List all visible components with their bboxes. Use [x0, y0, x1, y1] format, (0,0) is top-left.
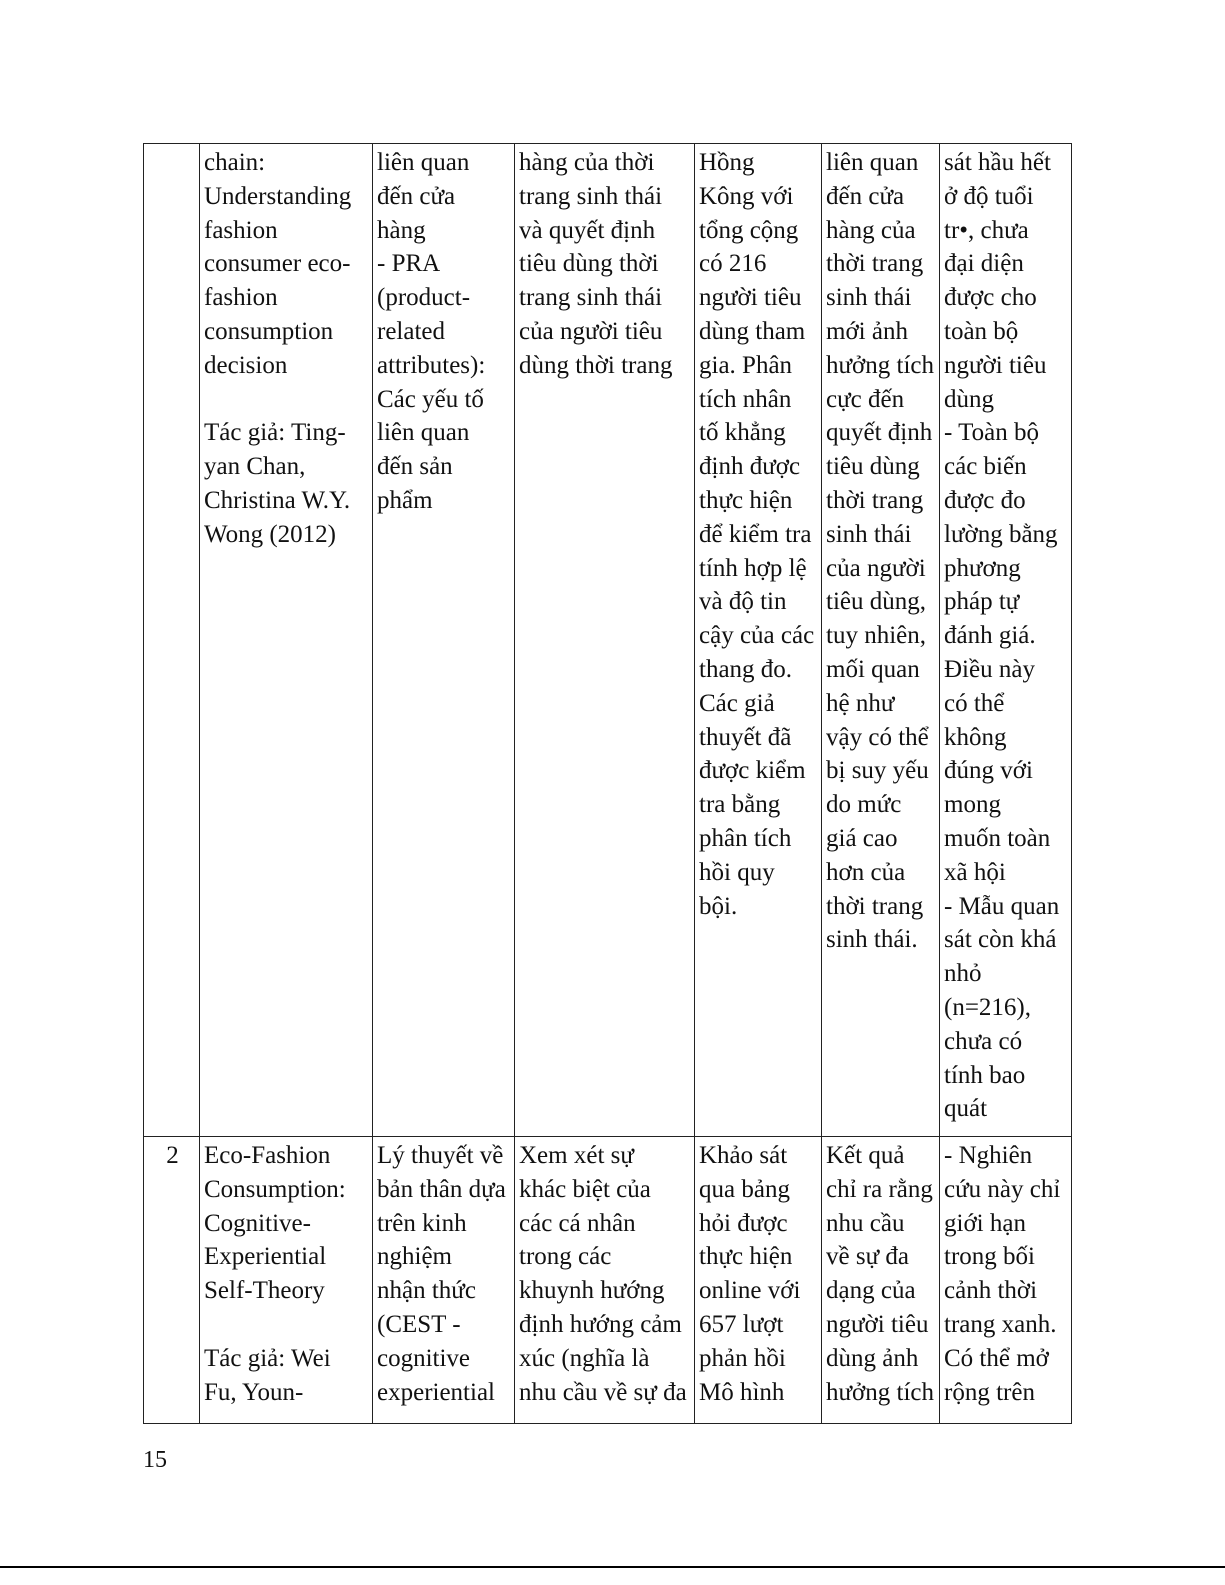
cell-line: hỏi được — [699, 1209, 788, 1237]
cell-line: trang sinh thái — [519, 182, 663, 210]
cell-line: dùng tham — [699, 317, 806, 345]
cell-line: dùng — [944, 385, 994, 413]
cell-line: (product- — [377, 284, 471, 312]
bottom-rule — [0, 1566, 1225, 1568]
objective-cell — [515, 144, 695, 1137]
cell-line: của người tiêu — [519, 317, 663, 345]
cell-line: online với — [699, 1277, 801, 1305]
cell-line: fashion — [204, 216, 278, 244]
theory-cell — [373, 144, 515, 1137]
cell-line: quyết định — [826, 419, 933, 447]
cell-line: mới ảnh — [826, 317, 908, 345]
page-number: 15 — [143, 1447, 167, 1473]
cell-line: Consumption: — [204, 1175, 346, 1203]
cell-line: cognitive — [377, 1344, 471, 1372]
result-cell — [822, 1137, 940, 1424]
cell-line: - Mẫu quan — [944, 892, 1060, 920]
cell-line: mong — [944, 791, 1001, 819]
cell-line: Christina W.Y. — [204, 486, 351, 514]
cell-line: bội. — [699, 892, 738, 920]
cell-line: experiential — [377, 1378, 495, 1406]
method-cell — [695, 144, 822, 1137]
cell-line: đánh giá. — [944, 622, 1036, 650]
cell-line: tổng cộng — [699, 216, 799, 244]
cell-line: thời trang — [826, 486, 924, 514]
cell-line: Các giả — [699, 689, 775, 717]
literature-review-table — [143, 143, 1072, 1424]
cell-line: giá cao — [826, 824, 898, 852]
cell-line: hưởng tích — [826, 351, 935, 379]
cell-line: cậy của các — [699, 622, 815, 650]
cell-line: Tác giả: Wei — [204, 1344, 331, 1372]
cell-line: xã hội — [944, 858, 1006, 886]
cell-line: nhu cầu về sự đa — [519, 1378, 687, 1406]
cell-line: dùng ảnh — [826, 1344, 919, 1372]
cell-line: người tiêu — [944, 351, 1047, 379]
cell-line: lường bằng — [944, 520, 1058, 548]
cell-line: hàng của — [826, 216, 916, 244]
cell-line: Khảo sát — [699, 1142, 788, 1169]
cell-line: Có thể mở — [944, 1344, 1049, 1372]
cell-line: tiêu dùng — [826, 453, 920, 481]
cell-line: của người — [826, 554, 926, 582]
cell-line: đến sản — [377, 453, 453, 481]
cell-line: nhận thức — [377, 1277, 476, 1305]
cell-line: nhỏ — [944, 960, 982, 988]
cell-line: Self-Theory — [204, 1277, 325, 1305]
cell-line: thuyết đã — [699, 723, 792, 751]
limitation-cell — [940, 144, 1072, 1137]
cell-line: yan Chan, — [204, 453, 306, 481]
cell-line: pháp tự — [944, 588, 1020, 616]
cell-line: cứu này chỉ — [944, 1175, 1061, 1203]
cell-line: được kiểm — [699, 757, 806, 785]
cell-line: - PRA — [377, 250, 441, 278]
cell-line: các biến — [944, 453, 1027, 481]
cell-line: đến cửa — [377, 182, 456, 210]
cell-line: để kiểm tra — [699, 520, 812, 548]
cell-line: Eco-Fashion — [204, 1142, 331, 1169]
cell-line: người tiêu — [826, 1310, 929, 1338]
objective-cell — [515, 1137, 695, 1424]
cell-line: tuy nhiên, — [826, 622, 926, 650]
cell-line: 657 lượt — [699, 1310, 784, 1338]
cell-line: về sự đa — [826, 1243, 909, 1271]
cell-line: fashion — [204, 284, 278, 312]
cell-line: hơn của — [826, 858, 906, 886]
cell-line: thời trang — [826, 892, 924, 920]
cell-line: attributes): — [377, 351, 486, 379]
theory-cell — [373, 1137, 515, 1424]
cell-line: phân tích — [699, 824, 792, 852]
cell-line: thời trang — [826, 250, 924, 278]
cell-line: - Toàn bộ — [944, 419, 1039, 447]
cell-line: Mô hình — [699, 1378, 785, 1406]
cell-line: giới hạn — [944, 1209, 1026, 1237]
cell-line: hàng — [377, 216, 426, 244]
method-cell — [695, 1137, 822, 1424]
cell-line: tiêu dùng, — [826, 588, 926, 616]
cell-line: thang đo. — [699, 655, 793, 683]
blank-line — [204, 1308, 370, 1342]
cell-line: Lý thuyết về — [377, 1142, 504, 1169]
cell-line: bị suy yếu — [826, 757, 929, 785]
cell-line: khác biệt của — [519, 1175, 651, 1203]
cell-line: sát hầu hết — [944, 149, 1051, 176]
cell-line: gia. Phân — [699, 351, 793, 379]
row-number-cell: 2 — [144, 1137, 200, 1424]
cell-line: sinh thái. — [826, 926, 918, 954]
cell-line: related — [377, 317, 446, 345]
cell-line: sát còn khá — [944, 926, 1057, 954]
cell-line: Các yếu tố — [377, 385, 484, 413]
cell-line: toàn bộ — [944, 317, 1019, 345]
cell-line: dùng thời trang — [519, 351, 673, 379]
cell-line: cảnh thời — [944, 1277, 1038, 1305]
cell-line: liên quan — [826, 149, 919, 176]
cell-line: phản hồi — [699, 1344, 786, 1372]
cell-line: (n=216), — [944, 993, 1031, 1021]
cell-line: tính bao — [944, 1061, 1026, 1089]
cell-line: qua bảng — [699, 1175, 790, 1203]
cell-line: đúng với — [944, 757, 1033, 785]
cell-line: phẩm — [377, 486, 433, 514]
cell-line: tr•, chưa — [944, 216, 1029, 244]
row-number-cell — [144, 144, 200, 1137]
study-title-cell — [200, 1137, 373, 1424]
cell-line: hàng của thời — [519, 149, 655, 176]
study-title-cell — [200, 144, 373, 1137]
cell-line: Cognitive- — [204, 1209, 311, 1237]
cell-line: hồi quy — [699, 858, 775, 886]
cell-line: không — [944, 723, 1007, 751]
blank-line — [204, 383, 370, 417]
cell-line: cực đến — [826, 385, 905, 413]
cell-line: dạng của — [826, 1277, 916, 1305]
cell-line: rộng trên — [944, 1378, 1035, 1406]
cell-line: Kết quả — [826, 1142, 905, 1169]
cell-line: tố khẳng — [699, 419, 786, 447]
cell-line: (CEST - — [377, 1310, 461, 1338]
cell-line: Kông với — [699, 182, 794, 210]
cell-line: định được — [699, 453, 801, 481]
cell-line: Hồng — [699, 149, 755, 176]
cell-line: do mức — [826, 791, 902, 819]
cell-line: tra bằng — [699, 791, 781, 819]
cell-line: tính hợp lệ — [699, 554, 807, 582]
cell-line: Tác giả: Ting- — [204, 419, 346, 447]
cell-line: tiêu dùng thời — [519, 250, 659, 278]
cell-line: liên quan — [377, 149, 470, 176]
cell-line: nhu cầu — [826, 1209, 905, 1237]
cell-line: các cá nhân — [519, 1209, 636, 1237]
cell-line: Wong (2012) — [204, 520, 336, 548]
cell-line: đại diện — [944, 250, 1024, 278]
cell-line: liên quan — [377, 419, 470, 447]
cell-line: - Nghiên — [944, 1142, 1033, 1169]
cell-line: bản thân dựa — [377, 1175, 506, 1203]
cell-line: chain: — [204, 149, 266, 176]
cell-line: vậy có thể — [826, 723, 929, 751]
limitation-cell — [940, 1137, 1072, 1424]
cell-line: khuynh hướng — [519, 1277, 665, 1305]
cell-line: trang xanh. — [944, 1310, 1057, 1338]
cell-line: và quyết định — [519, 216, 656, 244]
cell-line: trong bối — [944, 1243, 1035, 1271]
cell-line: Xem xét sự — [519, 1142, 634, 1169]
cell-line: Understanding — [204, 182, 352, 210]
cell-line: ở độ tuổi — [944, 182, 1034, 210]
cell-line: quát — [944, 1095, 988, 1123]
cell-line: có 216 — [699, 250, 767, 278]
cell-line: trong các — [519, 1243, 612, 1271]
cell-line: định hướng cảm — [519, 1310, 682, 1338]
cell-line: decision — [204, 351, 288, 379]
cell-line: và độ tin — [699, 588, 787, 616]
cell-line: trên kinh — [377, 1209, 467, 1237]
cell-line: thực hiện — [699, 486, 793, 514]
cell-line: được đo — [944, 486, 1026, 514]
cell-line: mối quan — [826, 655, 920, 683]
cell-line: xúc (nghĩa là — [519, 1344, 650, 1372]
cell-line: sinh thái — [826, 284, 912, 312]
cell-line: đến cửa — [826, 182, 905, 210]
cell-line: sinh thái — [826, 520, 912, 548]
cell-line: trang sinh thái — [519, 284, 663, 312]
cell-line: Điều này — [944, 655, 1035, 683]
cell-line: consumer eco- — [204, 250, 351, 278]
cell-line: thực hiện — [699, 1243, 793, 1271]
cell-line: chưa có — [944, 1027, 1023, 1055]
cell-line: chỉ ra rằng — [826, 1175, 933, 1203]
cell-line: phương — [944, 554, 1021, 582]
cell-line: consumption — [204, 317, 334, 345]
cell-line: Experiential — [204, 1243, 327, 1271]
result-cell — [822, 144, 940, 1137]
table-row — [144, 144, 1072, 1137]
cell-line: có thể — [944, 689, 1005, 717]
cell-line: hưởng tích — [826, 1378, 935, 1406]
cell-line: hệ như — [826, 689, 895, 717]
cell-line: Fu, Youn- — [204, 1378, 304, 1406]
cell-line: người tiêu — [699, 284, 802, 312]
cell-line: được cho — [944, 284, 1037, 312]
table-row — [144, 1137, 1072, 1424]
cell-line: nghiệm — [377, 1243, 452, 1271]
cell-line: tích nhân — [699, 385, 792, 413]
cell-line: muốn toàn — [944, 824, 1051, 852]
